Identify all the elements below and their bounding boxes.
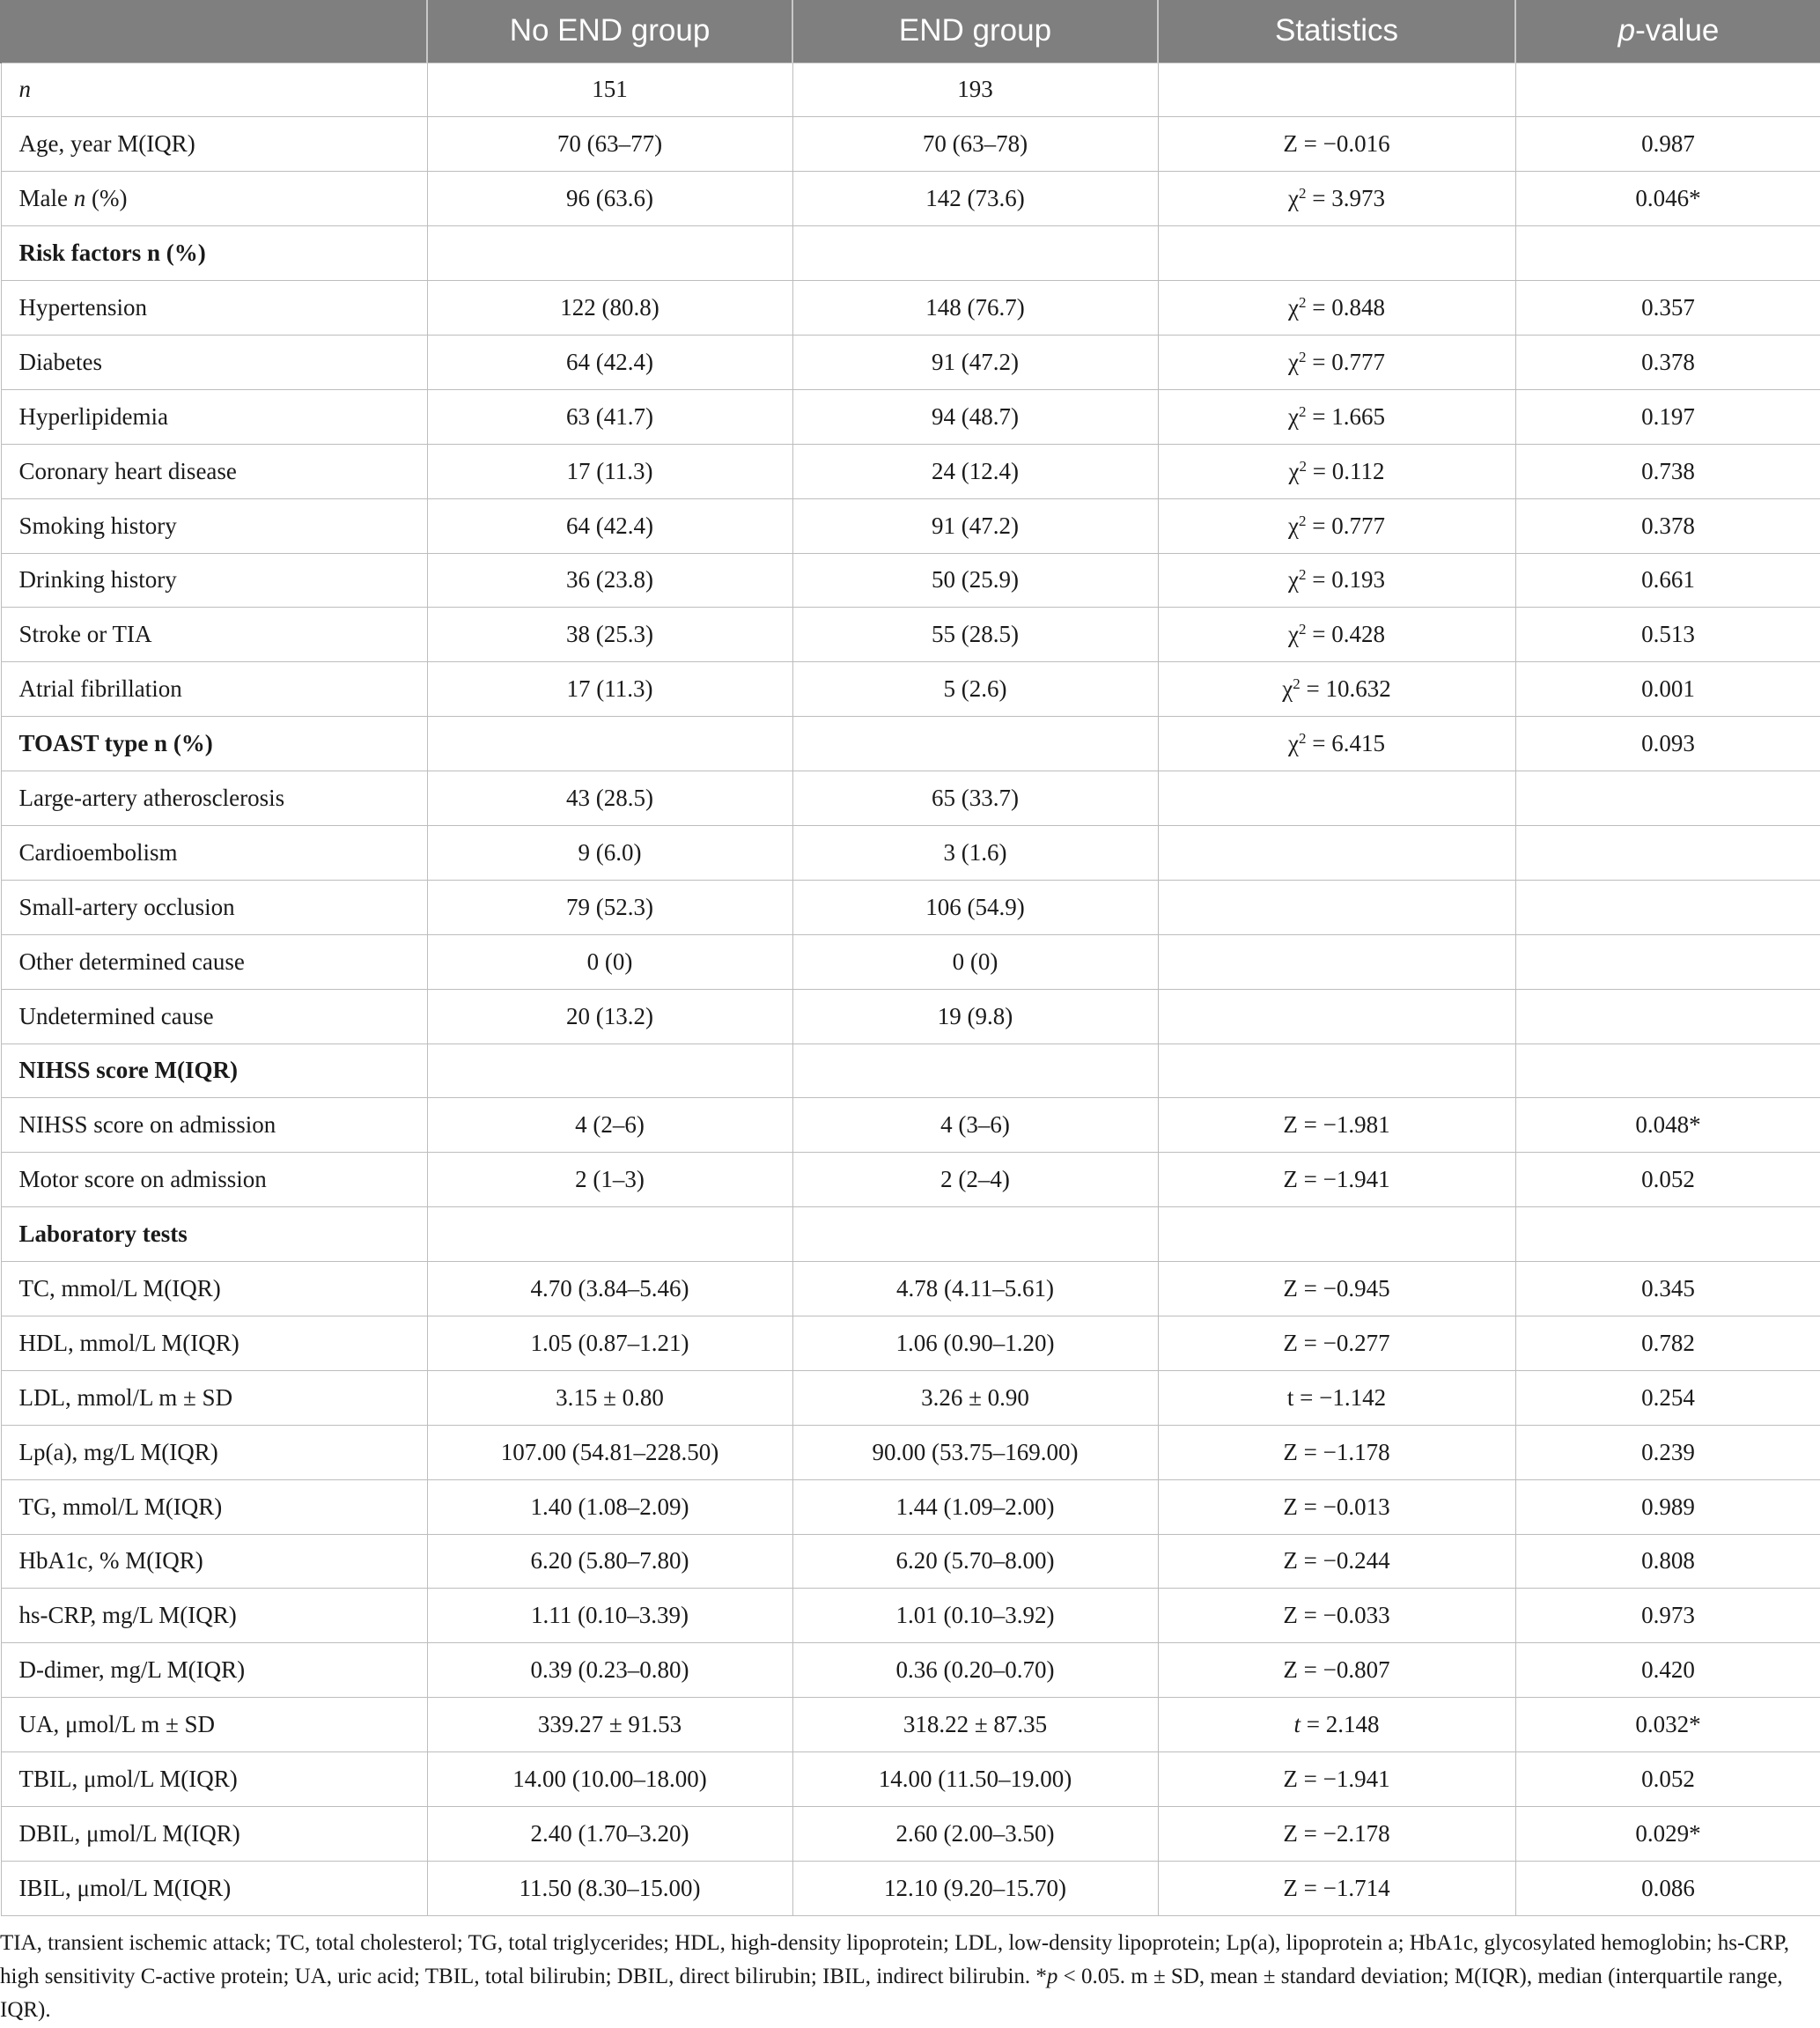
end-value: 1.06 (0.90–1.20) [792, 1316, 1158, 1370]
table-row [1, 335, 1820, 389]
end-value: 94 (48.7) [792, 389, 1158, 444]
p-value: 0.782 [1515, 1316, 1820, 1370]
statistic-number: = 0.848 [1306, 294, 1385, 321]
footnote-part2: < 0.05. m ± SD, mean ± standard deviation; M(IQR), median (interquartile range, IQR). [0, 1965, 1783, 2022]
no-end-value [427, 226, 792, 281]
no-end-value [427, 1043, 792, 1098]
statistic-value [1158, 1316, 1515, 1370]
p-value: 0.987 [1515, 117, 1820, 172]
no-end-value: 6.20 (5.80–7.80) [427, 1534, 792, 1589]
table-row [1, 880, 1820, 934]
header-end-group: END group [792, 0, 1158, 63]
row-label-part: n [73, 185, 86, 212]
row-label: Motor score on admission [1, 1153, 427, 1207]
footnote-part1: TIA, transient ischemic attack; TC, total cholesterol; TG, total triglycerides; HDL, high-density lipoprotein; LDL, low-density lipoprotein; Lp(a), lipoprotein a; HbA1c, glycosylated hemoglobin; hs-CRP, high sensitivity C-active protein; UA, uric acid; TBIL, total bilirubin; DBIL, direct bilirubin; IBIL, indirect bilirubin. * [0, 1931, 1790, 1988]
statistic-value [1158, 1479, 1515, 1534]
table-row [1, 934, 1820, 989]
statistic-value [1158, 172, 1515, 226]
statistic-number: = −0.033 [1297, 1602, 1390, 1629]
footnote-p-italic: p [1046, 1965, 1058, 1988]
table-row [1, 1698, 1820, 1752]
row-label: hs-CRP, mg/L M(IQR) [1, 1589, 427, 1643]
no-end-value: 43 (28.5) [427, 771, 792, 826]
statistic-symbol: $\chi^2$ [1288, 566, 1307, 594]
no-end-value: 151 [427, 63, 792, 117]
end-value [792, 1043, 1158, 1098]
statistic-number: = −0.945 [1297, 1275, 1390, 1302]
statistic-number: = −1.178 [1297, 1438, 1390, 1465]
table-row [1, 1425, 1820, 1479]
statistic-value [1158, 1425, 1515, 1479]
statistic-value [1158, 1752, 1515, 1807]
statistic-number: = −0.277 [1297, 1329, 1390, 1356]
end-value: 14.00 (11.50–19.00) [792, 1752, 1158, 1807]
table-row [1, 608, 1820, 662]
statistic-value [1158, 226, 1515, 281]
statistic-value [1158, 389, 1515, 444]
no-end-value: 36 (23.8) [427, 553, 792, 608]
statistic-value [1158, 1098, 1515, 1153]
statistic-value [1158, 117, 1515, 172]
p-value: 0.086 [1515, 1861, 1820, 1915]
table-row [1, 1589, 1820, 1643]
row-label: Hyperlipidemia [1, 389, 427, 444]
statistic-symbol: Z [1283, 130, 1298, 158]
no-end-value: 2.40 (1.70–3.20) [427, 1807, 792, 1862]
no-end-value: 4 (2–6) [427, 1098, 792, 1153]
header-p-rest: -value [1635, 13, 1720, 48]
statistic-value [1158, 1861, 1515, 1915]
end-value: 50 (25.9) [792, 553, 1158, 608]
p-value: 0.254 [1515, 1370, 1820, 1425]
p-value: 0.420 [1515, 1643, 1820, 1698]
statistic-symbol: Z [1283, 1438, 1298, 1465]
row-label: Cardioembolism [1, 825, 427, 880]
end-value: 24 (12.4) [792, 444, 1158, 498]
table-footnote [0, 1927, 1805, 2027]
row-label: LDL, mmol/L m ± SD [1, 1370, 427, 1425]
p-value: 0.378 [1515, 498, 1820, 553]
no-end-value: 17 (11.3) [427, 444, 792, 498]
table-row [1, 172, 1820, 226]
p-value: 0.001 [1515, 662, 1820, 717]
end-value: 2.60 (2.00–3.50) [792, 1807, 1158, 1862]
p-value: 0.032* [1515, 1698, 1820, 1752]
row-label: TG, mmol/L M(IQR) [1, 1479, 427, 1534]
statistic-number: = −1.142 [1293, 1383, 1387, 1411]
row-label: TOAST type n (%) [1, 717, 427, 771]
end-value [792, 226, 1158, 281]
p-value [1515, 880, 1820, 934]
row-label: Hypertension [1, 281, 427, 336]
p-value [1515, 989, 1820, 1043]
statistic-number: = 0.777 [1306, 512, 1385, 539]
header-statistics: Statistics [1158, 0, 1515, 63]
header-p-italic: p [1617, 13, 1636, 48]
p-value: 0.093 [1515, 717, 1820, 771]
statistic-value [1158, 444, 1515, 498]
no-end-value: 70 (63–77) [427, 117, 792, 172]
no-end-value [427, 1207, 792, 1262]
end-value [792, 1207, 1158, 1262]
statistic-symbol: $\chi^2$ [1282, 675, 1301, 703]
table-row [1, 771, 1820, 826]
statistic-number: = 6.415 [1306, 730, 1385, 757]
statistic-symbol: Z [1283, 1602, 1298, 1629]
row-label: TC, mmol/L M(IQR) [1, 1262, 427, 1316]
statistic-symbol: Z [1283, 1275, 1298, 1302]
p-value: 0.357 [1515, 281, 1820, 336]
table-row [1, 1534, 1820, 1589]
end-value: 55 (28.5) [792, 608, 1158, 662]
end-value: 65 (33.7) [792, 771, 1158, 826]
statistic-number: = 10.632 [1300, 675, 1391, 703]
statistic-value [1158, 989, 1515, 1043]
statistic-symbol: Z [1283, 1547, 1298, 1574]
table-row [1, 389, 1820, 444]
statistic-value [1158, 1153, 1515, 1207]
statistic-value [1158, 1370, 1515, 1425]
p-value: 0.048* [1515, 1098, 1820, 1153]
p-value: 0.239 [1515, 1425, 1820, 1479]
p-value [1515, 934, 1820, 989]
no-end-value: 11.50 (8.30–15.00) [427, 1861, 792, 1915]
end-value: 4.78 (4.11–5.61) [792, 1262, 1158, 1316]
row-label: Age, year M(IQR) [1, 117, 427, 172]
statistic-symbol: Z [1283, 1874, 1298, 1901]
statistic-number: = 1.665 [1306, 402, 1385, 430]
no-end-value: 1.40 (1.08–2.09) [427, 1479, 792, 1534]
statistic-value [1158, 934, 1515, 989]
statistic-value [1158, 335, 1515, 389]
end-value: 6.20 (5.70–8.00) [792, 1534, 1158, 1589]
table-header-row [1, 0, 1820, 63]
no-end-value: 0 (0) [427, 934, 792, 989]
row-label: Large-artery atherosclerosis [1, 771, 427, 826]
end-value: 2 (2–4) [792, 1153, 1158, 1207]
header-no-end-group: No END group [427, 0, 792, 63]
end-value: 1.44 (1.09–2.00) [792, 1479, 1158, 1534]
statistic-symbol: $\chi^2$ [1288, 348, 1307, 375]
statistic-number: = −1.981 [1297, 1111, 1390, 1139]
p-value: 0.345 [1515, 1262, 1820, 1316]
end-value: 90.00 (53.75–169.00) [792, 1425, 1158, 1479]
table-row [1, 1098, 1820, 1153]
no-end-value: 38 (25.3) [427, 608, 792, 662]
p-value: 0.738 [1515, 444, 1820, 498]
statistic-value [1158, 880, 1515, 934]
table-row [1, 825, 1820, 880]
end-value: 3.26 ± 0.90 [792, 1370, 1158, 1425]
statistic-number: = 2.148 [1301, 1711, 1380, 1738]
no-end-value: 20 (13.2) [427, 989, 792, 1043]
no-end-value: 2 (1–3) [427, 1153, 792, 1207]
end-value: 5 (2.6) [792, 662, 1158, 717]
no-end-value: 122 (80.8) [427, 281, 792, 336]
table-row [1, 1807, 1820, 1862]
end-value: 1.01 (0.10–3.92) [792, 1589, 1158, 1643]
statistic-value [1158, 1698, 1515, 1752]
no-end-value: 107.00 (54.81–228.50) [427, 1425, 792, 1479]
statistic-number: = 3.973 [1306, 185, 1385, 212]
row-label: IBIL, μmol/L M(IQR) [1, 1861, 427, 1915]
row-label: Other determined cause [1, 934, 427, 989]
p-value [1515, 825, 1820, 880]
statistic-number: = −1.941 [1297, 1166, 1390, 1193]
no-end-value: 64 (42.4) [427, 498, 792, 553]
end-value: 193 [792, 63, 1158, 117]
statistic-symbol: $\chi^2$ [1288, 185, 1307, 212]
no-end-value: 9 (6.0) [427, 825, 792, 880]
table-row [1, 498, 1820, 553]
no-end-value [427, 717, 792, 771]
statistic-number: = −0.244 [1297, 1547, 1390, 1574]
p-value [1515, 1207, 1820, 1262]
statistic-number: = −0.807 [1297, 1656, 1390, 1684]
end-value: 3 (1.6) [792, 825, 1158, 880]
table-row [1, 1370, 1820, 1425]
table-row [1, 1861, 1820, 1915]
statistic-value [1158, 1807, 1515, 1862]
end-value [792, 717, 1158, 771]
statistic-value [1158, 1207, 1515, 1262]
statistic-symbol: Z [1283, 1766, 1298, 1793]
statistic-value [1158, 1589, 1515, 1643]
header-label-cell [1, 0, 427, 63]
p-value: 0.052 [1515, 1752, 1820, 1807]
no-end-value: 17 (11.3) [427, 662, 792, 717]
statistic-value [1158, 498, 1515, 553]
p-value: 0.029* [1515, 1807, 1820, 1862]
no-end-value: 0.39 (0.23–0.80) [427, 1643, 792, 1698]
statistic-value [1158, 63, 1515, 117]
end-value: 91 (47.2) [792, 335, 1158, 389]
section-header-row [1, 1043, 1820, 1098]
statistic-value [1158, 1643, 1515, 1698]
no-end-value: 79 (52.3) [427, 880, 792, 934]
p-value: 0.046* [1515, 172, 1820, 226]
no-end-value: 63 (41.7) [427, 389, 792, 444]
row-label: Stroke or TIA [1, 608, 427, 662]
table-row [1, 1752, 1820, 1807]
statistic-value [1158, 662, 1515, 717]
statistic-number: = 0.112 [1307, 457, 1385, 484]
p-value [1515, 226, 1820, 281]
p-value: 0.989 [1515, 1479, 1820, 1534]
row-label: Laboratory tests [1, 1207, 427, 1262]
table-row [1, 662, 1820, 717]
table-row [1, 1316, 1820, 1370]
row-label: DBIL, μmol/L M(IQR) [1, 1807, 427, 1862]
statistic-symbol: $\chi^2$ [1288, 294, 1307, 321]
statistic-symbol: t [1293, 1711, 1301, 1738]
statistic-number: = 0.777 [1306, 348, 1385, 375]
row-label-part: (%) [85, 185, 128, 212]
row-label: UA, μmol/L m ± SD [1, 1698, 427, 1752]
table-row [1, 1643, 1820, 1698]
statistic-symbol: Z [1283, 1493, 1298, 1520]
table-row [1, 989, 1820, 1043]
section-header-row [1, 717, 1820, 771]
statistic-symbol: Z [1283, 1166, 1298, 1193]
statistic-symbol: $\chi^2$ [1288, 730, 1307, 757]
row-label: Atrial fibrillation [1, 662, 427, 717]
no-end-value: 1.11 (0.10–3.39) [427, 1589, 792, 1643]
end-value: 0.36 (0.20–0.70) [792, 1643, 1158, 1698]
no-end-value: 3.15 ± 0.80 [427, 1370, 792, 1425]
p-value: 0.513 [1515, 608, 1820, 662]
row-label: Smoking history [1, 498, 427, 553]
statistic-value [1158, 281, 1515, 336]
header-p-value [1515, 0, 1820, 63]
row-label: TBIL, μmol/L M(IQR) [1, 1752, 427, 1807]
row-label [1, 172, 427, 226]
statistic-symbol: t [1286, 1383, 1294, 1411]
statistic-symbol: $\chi^2$ [1288, 621, 1307, 648]
statistic-value [1158, 717, 1515, 771]
table-row [1, 444, 1820, 498]
statistic-symbol: Z [1283, 1329, 1298, 1356]
row-label: Coronary heart disease [1, 444, 427, 498]
statistic-value [1158, 771, 1515, 826]
statistic-number: = −0.016 [1297, 130, 1390, 158]
row-label: Small-artery occlusion [1, 880, 427, 934]
p-value [1515, 1043, 1820, 1098]
p-value: 0.973 [1515, 1589, 1820, 1643]
no-end-value: 4.70 (3.84–5.46) [427, 1262, 792, 1316]
end-value: 148 (76.7) [792, 281, 1158, 336]
statistic-value [1158, 1262, 1515, 1316]
row-label: HbA1c, % M(IQR) [1, 1534, 427, 1589]
table-row [1, 1262, 1820, 1316]
table-body [1, 63, 1820, 1915]
statistic-symbol: $\chi^2$ [1288, 457, 1307, 484]
statistic-number: = −1.714 [1297, 1874, 1390, 1901]
no-end-value: 1.05 (0.87–1.21) [427, 1316, 792, 1370]
row-label: NIHSS score M(IQR) [1, 1043, 427, 1098]
end-value: 19 (9.8) [792, 989, 1158, 1043]
statistic-symbol: $\chi^2$ [1288, 402, 1307, 430]
end-value: 91 (47.2) [792, 498, 1158, 553]
p-value [1515, 63, 1820, 117]
p-value [1515, 771, 1820, 826]
p-value: 0.378 [1515, 335, 1820, 389]
row-label: Risk factors n (%) [1, 226, 427, 281]
row-label-part: Male [18, 185, 74, 212]
end-value: 0 (0) [792, 934, 1158, 989]
end-value: 4 (3–6) [792, 1098, 1158, 1153]
table-row [1, 63, 1820, 117]
statistic-number: = −1.941 [1297, 1766, 1390, 1793]
no-end-value: 14.00 (10.00–18.00) [427, 1752, 792, 1807]
statistic-value [1158, 608, 1515, 662]
row-label: D-dimer, mg/L M(IQR) [1, 1643, 427, 1698]
p-value: 0.197 [1515, 389, 1820, 444]
row-label: Undetermined cause [1, 989, 427, 1043]
row-label: Lp(a), mg/L M(IQR) [1, 1425, 427, 1479]
p-value: 0.808 [1515, 1534, 1820, 1589]
end-value: 318.22 ± 87.35 [792, 1698, 1158, 1752]
section-header-row [1, 1207, 1820, 1262]
statistic-symbol: Z [1283, 1656, 1298, 1684]
section-header-row [1, 226, 1820, 281]
row-label: Drinking history [1, 553, 427, 608]
table-row [1, 1479, 1820, 1534]
statistic-value [1158, 553, 1515, 608]
p-value: 0.052 [1515, 1153, 1820, 1207]
table-row [1, 117, 1820, 172]
statistic-symbol: Z [1283, 1111, 1298, 1139]
no-end-value: 96 (63.6) [427, 172, 792, 226]
statistic-value [1158, 1043, 1515, 1098]
p-value: 0.661 [1515, 553, 1820, 608]
no-end-value: 339.27 ± 91.53 [427, 1698, 792, 1752]
statistic-value [1158, 825, 1515, 880]
row-label: HDL, mmol/L M(IQR) [1, 1316, 427, 1370]
table-row [1, 553, 1820, 608]
statistic-symbol: Z [1283, 1819, 1298, 1847]
table-row [1, 1153, 1820, 1207]
end-value: 106 (54.9) [792, 880, 1158, 934]
statistic-number: = 0.428 [1306, 621, 1385, 648]
end-value: 70 (63–78) [792, 117, 1158, 172]
end-value: 12.10 (9.20–15.70) [792, 1861, 1158, 1915]
statistic-value [1158, 1534, 1515, 1589]
end-value: 142 (73.6) [792, 172, 1158, 226]
table-row [1, 281, 1820, 336]
statistic-number: = 0.193 [1306, 566, 1385, 594]
statistic-number: = −0.013 [1297, 1493, 1390, 1520]
row-label: n [1, 63, 427, 117]
row-label: Diabetes [1, 335, 427, 389]
statistic-number: = −2.178 [1297, 1819, 1390, 1847]
statistic-symbol: $\chi^2$ [1288, 512, 1307, 539]
no-end-value: 64 (42.4) [427, 335, 792, 389]
row-label: NIHSS score on admission [1, 1098, 427, 1153]
